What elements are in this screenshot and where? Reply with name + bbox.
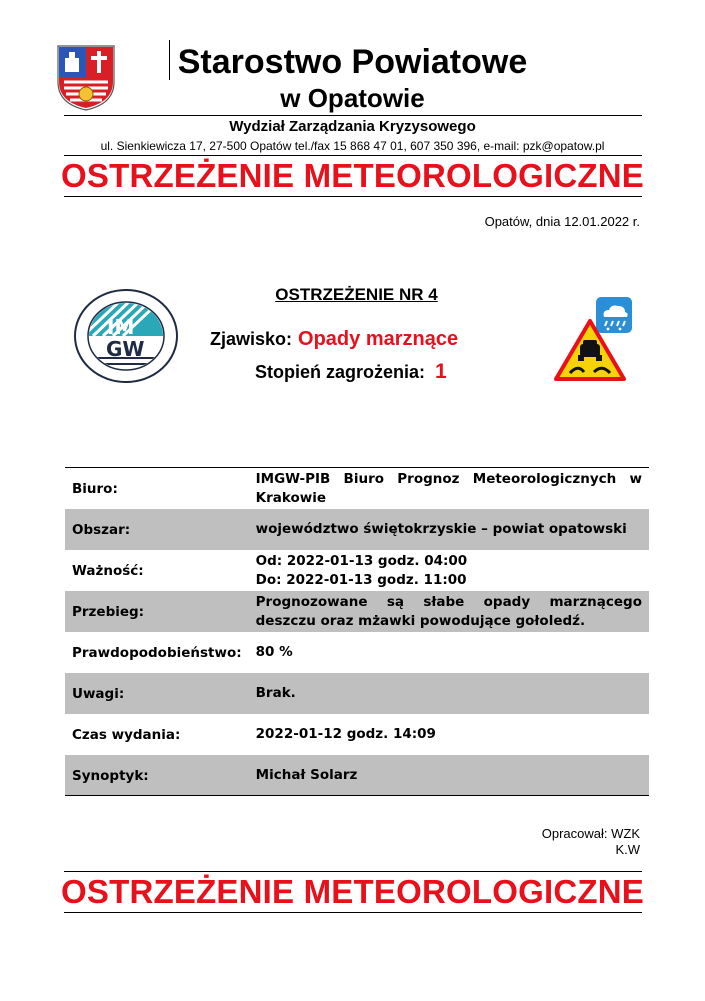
table-row [65,550,649,591]
prepared-by-line2: K.W [615,842,640,857]
svg-text:GW: GW [106,337,145,361]
table-row [65,591,649,632]
banner-divider-bottom-top [64,871,642,872]
header-divider [64,115,642,116]
contact-address: ul. Sienkiewicza 17, 27-500 Opatów tel./fax 15 868 47 01, 607 350 396, e-mail: pzk@opatow.pl [100,139,605,153]
row-label: Synoptyk: [65,755,249,796]
table-row [65,509,649,550]
warning-details-table [65,468,649,796]
phenomenon-label: Zjawisko: [210,329,293,349]
banner-divider-bottom [64,912,642,913]
row-value: Prognozowane są słabe opady marznącego deszczu oraz mżawki powodujące gołoledź. [249,591,649,632]
row-label: Czas wydania: [72,726,181,743]
svg-text:IM: IM [107,315,135,339]
row-value: Michał Solarz [249,755,649,796]
table-row [65,714,649,755]
phenomenon-line [210,328,458,351]
row-value: 80 % [255,644,293,660]
table-row [65,632,649,673]
threat-level-label: Stopień zagrożenia: [255,362,426,382]
row-value: 2022-01-12 godz. 14:09 [255,726,436,742]
issue-date: Opatów, dnia 12.01.2022 r. [484,214,640,229]
table-row [65,755,649,796]
row-label: Biuro: [72,480,118,497]
banner-divider-top [64,196,642,197]
validity-to: Do: 2022-01-13 godz. 11:00 [255,571,467,588]
table-bottom-border [65,795,649,796]
address-divider [64,155,642,156]
row-label: Ważność: [72,562,144,579]
office-title: Starostwo Powiatowe [177,43,528,81]
validity-from: Od: 2022-01-13 godz. 04:00 [255,552,468,569]
warning-number: OSTRZEŻENIE NR 4 [275,285,438,304]
row-label: Prawdopodobieństwo: [72,644,242,661]
row-value: IMGW-PIB Biuro Prognoz Meteorologicznych w Krakowie [255,470,642,506]
row-value [249,550,649,591]
row-label: Przebieg: [65,591,249,632]
row-value: Brak. [249,673,649,714]
warning-banner-top: OSTRZEŻENIE METEOROLOGICZNE [61,157,644,194]
office-subtitle: w Opatowie [280,83,425,113]
threat-level-value: 1 [435,360,447,383]
department-name: Wydział Zarządzania Kryzysowego [229,118,476,135]
slippery-road-warning-sign [554,318,626,382]
prepared-by [542,826,640,858]
threat-level-line [255,360,447,384]
row-label: Uwagi: [65,673,249,714]
table-row [65,673,649,714]
row-label: Obszar: [65,509,249,550]
warning-banner-bottom: OSTRZEŻENIE METEOROLOGICZNE [61,873,644,910]
row-value: województwo świętokrzyskie – powiat opatowski [249,509,649,550]
phenomenon-value: Opady marznące [298,328,459,350]
prepared-by-line1: Opracował: WZK [541,826,640,841]
table-row [65,468,649,509]
